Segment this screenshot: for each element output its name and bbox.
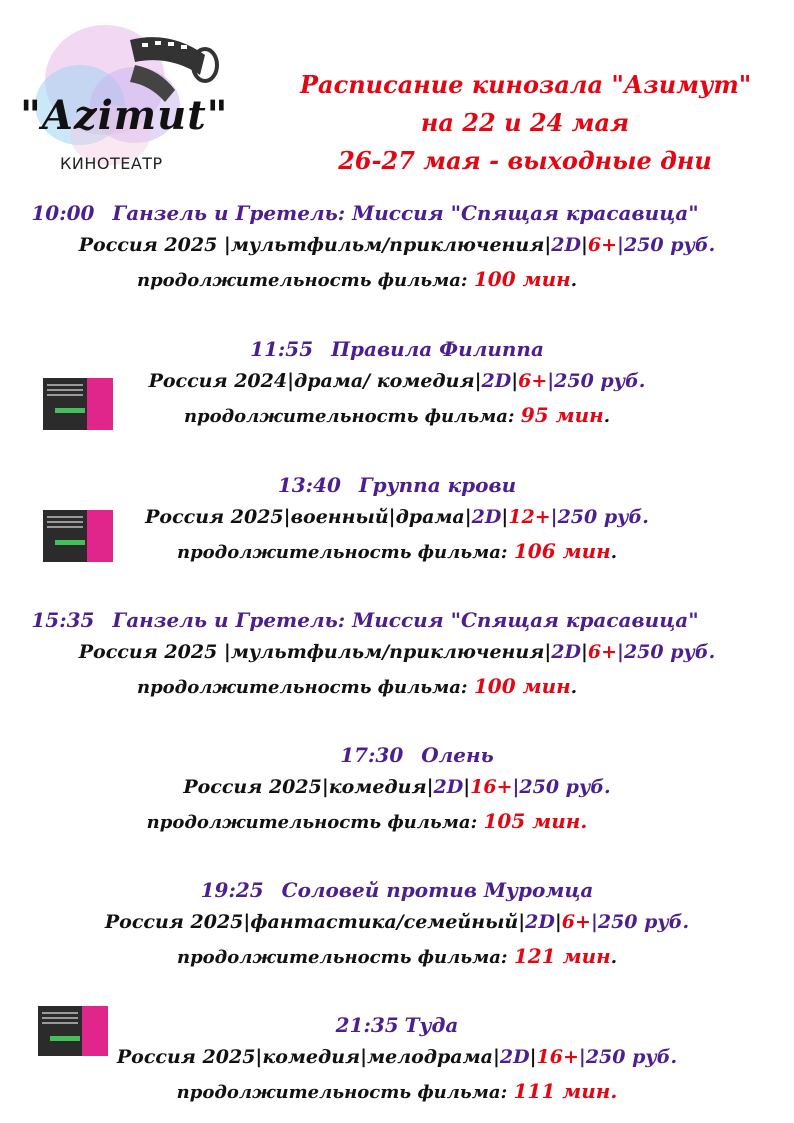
film-entry: 15:35 Ганзель и Гретель: Миссия "Спящая красавица" Россия 2025 |мультфильм/приключения|2D|6+|250 руб. продолжительность фильма: 100 мин. <box>31 608 716 698</box>
film-time: 19:25 <box>200 878 264 902</box>
header-title: Расписание кинозала "Азимут" <box>300 70 752 99</box>
film-price: |250 руб. <box>550 506 649 528</box>
film-duration: 100 мин <box>473 674 571 698</box>
film-format: 2D <box>481 370 512 392</box>
film-title: Соловей против Муромца <box>281 878 594 902</box>
film-time: 21:35 <box>335 1013 399 1037</box>
film-title: Ганзель и Гретель: Миссия "Спящая красавица" <box>112 608 699 632</box>
logo-name: "Azimut" <box>20 92 229 139</box>
film-price: |250 руб. <box>547 370 646 392</box>
film-entry: 10:00 Ганзель и Гретель: Миссия "Спящая красавица" Россия 2025 |мультфильм/приключения|2D|6+|250 руб. продолжительность фильма: 100 мин. <box>31 201 716 291</box>
film-age-rating: 6+ <box>518 370 548 392</box>
film-duration: 100 мин <box>473 267 571 291</box>
film-title: Ганзель и Гретель: Миссия "Спящая красавица" <box>112 201 699 225</box>
duration-label: продолжительность фильма: <box>177 542 508 563</box>
film-format: 2D <box>551 234 581 256</box>
duration-label: продолжительность фильма: <box>137 270 468 291</box>
cinema-logo <box>10 10 240 185</box>
film-time: 11:55 <box>250 337 314 361</box>
duration-label: продолжительность фильма: <box>183 406 515 427</box>
film-price: |250 руб. <box>578 1046 678 1068</box>
header-days-off: 26-27 мая - выходные дни <box>338 146 712 175</box>
header-dates: на 22 и 24 мая <box>420 108 630 137</box>
schedule-header <box>300 66 750 180</box>
film-time: 10:00 <box>31 201 95 225</box>
film-format: 2D <box>525 911 555 933</box>
film-info: Россия 2024|драма/ комедия| <box>148 370 482 392</box>
film-format: 2D <box>471 506 502 528</box>
film-age-rating: 16+ <box>470 776 513 798</box>
film-time: 15:35 <box>31 608 95 632</box>
film-duration: 105 мин. <box>483 809 588 833</box>
film-entry: 17:30 Олень Россия 2025|комедия|2D|16+|250 руб. продолжительность фильма: 105 мин. <box>146 743 611 833</box>
film-info: Россия 2025|военный|драма| <box>145 506 472 528</box>
duration-label: продолжительность фильма: <box>137 677 468 698</box>
film-price: |250 руб. <box>617 641 716 663</box>
film-age-rating: 6+ <box>587 641 618 663</box>
film-title: Олень <box>421 743 494 767</box>
film-age-rating: 6+ <box>587 234 618 256</box>
film-info: Россия 2025 |мультфильм/приключения| <box>78 234 552 256</box>
film-time: 17:30 <box>340 743 404 767</box>
film-price: |250 руб. <box>617 234 716 256</box>
duration-label: продолжительность фильма: <box>176 1082 508 1103</box>
logo-subtitle: КИНОТЕАТР <box>60 154 163 173</box>
film-info: Россия 2025 |мультфильм/приключения| <box>78 641 552 663</box>
film-age-rating: 16+ <box>536 1046 579 1068</box>
film-age-rating: 12+ <box>508 506 551 528</box>
duration-label: продолжительность фильма: <box>177 947 508 968</box>
film-time: 13:40 <box>277 473 341 497</box>
film-title: Туда <box>404 1013 459 1037</box>
film-price: |250 руб. <box>512 776 611 798</box>
film-format: 2D <box>499 1046 530 1068</box>
film-duration: 95 мин <box>520 403 604 427</box>
film-format: 2D <box>433 776 464 798</box>
film-entry: 21:35 Туда Россия 2025|комедия|мелодрама|2D|16+|250 руб. продолжительность фильма: 111 мин. <box>116 1013 678 1103</box>
film-duration: 106 мин <box>513 539 611 563</box>
film-info: Россия 2025|комедия|мелодрама| <box>116 1046 500 1068</box>
film-duration: 111 мин. <box>513 1079 618 1103</box>
film-duration: 121 мин <box>513 944 611 968</box>
film-info: Россия 2025|фантастика/семейный| <box>104 911 526 933</box>
film-title: Правила Филиппа <box>331 337 544 361</box>
film-entry: 19:25 Соловей против Муромца Россия 2025|фантастика/семейный|2D|6+|250 руб. продолжительность фильма: 121 мин. <box>104 878 690 968</box>
film-entry: 13:40 Группа крови Россия 2025|военный|драма|2D|12+|250 руб. продолжительность фильма: 106 мин. <box>145 473 649 563</box>
film-entry: 11:55 Правила Филиппа Россия 2024|драма/ комедия|2D|6+|250 руб. продолжительность фильма: 95 мин. <box>148 337 646 427</box>
film-age-rating: 6+ <box>561 911 591 933</box>
film-title: Группа крови <box>358 473 517 497</box>
duration-label: продолжительность фильма: <box>146 812 478 833</box>
film-info: Россия 2025|комедия| <box>183 776 434 798</box>
film-format: 2D <box>551 641 581 663</box>
film-price: |250 руб. <box>590 911 690 933</box>
